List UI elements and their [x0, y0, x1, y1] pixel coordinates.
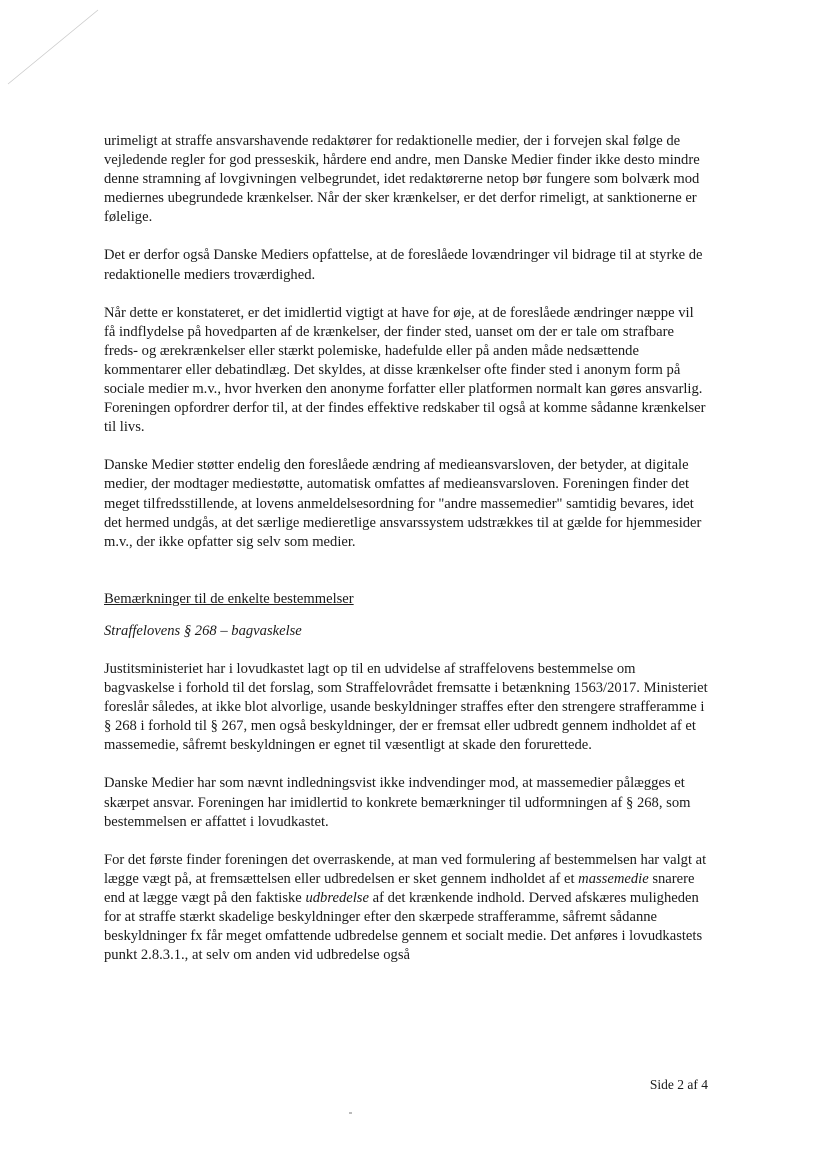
document-page	[104, 132, 708, 984]
paragraph-7-part2: snarere end at lægge vægt på den faktiske	[104, 870, 695, 906]
paragraph-5: Justitsministeriet har i lovudkastet lagt op til en udvidelse af straffelovens bestemmelse om bagvaskelse i forhold til det forslag, som Straffelovrådet fremsatte i betænkning 1563/2017. Ministeriet foreslår således, at ikke blot alvorlige, usande beskyldninger straffes efter den strengere strafferamme i § 268 i forhold til § 267, men også beskyldninger, der er fremsat eller udbredt gennem indholdet af et massemedie, såfremt beskyldningen er egnet til væsentligt at skade den forurettede.	[104, 660, 708, 754]
paragraph-6: Danske Medier har som nævnt indledningsvist ikke indvendinger mod, at massemedier pålægges et skærpet ansvar. Foreningen har imidlertid to konkrete bemærkninger til udformningen af § 268, som bestemmelsen er affattet i lovudkastet.	[104, 775, 691, 830]
scan-corner-line	[0, 0, 110, 90]
paragraph-1: urimeligt at straffe ansvarshavende redaktører for redaktionelle medier, der i forvejen skal følge de vejledende regler for god presseskik, hårdere end andre, men Danske Medier finder ikke desto mindre denne stramning af lovgivningen velbegrundet, idet redaktørerne netop bør fungere som bolværk mod mediernes ubegrundede krænkelser. Når der sker krænkelser, er det derfor rimeligt, at sanktionerne er følelige.	[104, 133, 700, 226]
paragraph-7-emphasis-udbredelse: udbredelse	[305, 889, 369, 906]
section-heading: Bemærkninger til de enkelte bestemmelser	[104, 590, 354, 607]
subsection-heading: Straffelovens § 268 – bagvaskelse	[104, 622, 302, 639]
paragraph-7-part3: af det krænkende indhold. Derved afskæres muligheden for at straffe stærkt skadelige beskyldninger efter den skærpede strafferamme, såfremt sådanne beskyldninger fx får meget omfattende udbredelse gennem et socialt medie. Det anføres i lovudkastets punkt 2.8.3.1., at selv om anden vid udbredelse også	[104, 889, 703, 964]
paragraph-7-part1: For det første finder foreningen det overraskende, at man ved formulering af bestemmelsen har valgt at lægge vægt på, at fremsættelsen eller udbredelsen er sket gennem indholdet af et	[104, 851, 707, 887]
scan-speck	[349, 1112, 352, 1114]
paragraph-2: Det er derfor også Danske Mediers opfattelse, at de foreslåede lovændringer vil bidrage til at styrke de redaktionelle mediers troværdighed.	[104, 247, 703, 283]
paragraph-7	[104, 851, 708, 966]
page-number: Side 2 af 4	[649, 1077, 708, 1092]
paragraph-7-emphasis-massemedie: massemedie	[578, 870, 649, 887]
paragraph-4: Danske Medier støtter endelig den foreslåede ændring af medieansvarsloven, der betyder, at digitale medier, der modtager mediestøtte, automatisk omfattes af medieansvarsloven. Foreningen finder det meget tilfredsstillende, at lovens anmeldelsesordning for "andre massemedier" samtidig bevares, idet det hermed undgås, at det særlige medieretlige ansvarssystem udstrækkes til at gælde for hjemmesider m.v., der ikke opfatter sig selv som medier.	[104, 457, 702, 550]
paragraph-3: Når dette er konstateret, er det imidlertid vigtigt at have for øje, at de foreslåede ændringer næppe vil få indflydelse på hovedparten af de krænkelser, der finder sted, uanset om der er tale om strafbare freds- og ærekrænkelser eller stærkt polemiske, hadefulde eller på anden måde nedsættende kommentarer eller debatindlæg. Det skyldes, at disse krænkelser ofte finder sted i anonym form på sociale medier m.v., hvor hverken den anonyme forfatter eller platformen normalt kan gøres ansvarlig. Foreningen opfordrer derfor til, at der findes effektive redskaber til også at komme sådanne krænkelser til livs.	[104, 304, 706, 436]
